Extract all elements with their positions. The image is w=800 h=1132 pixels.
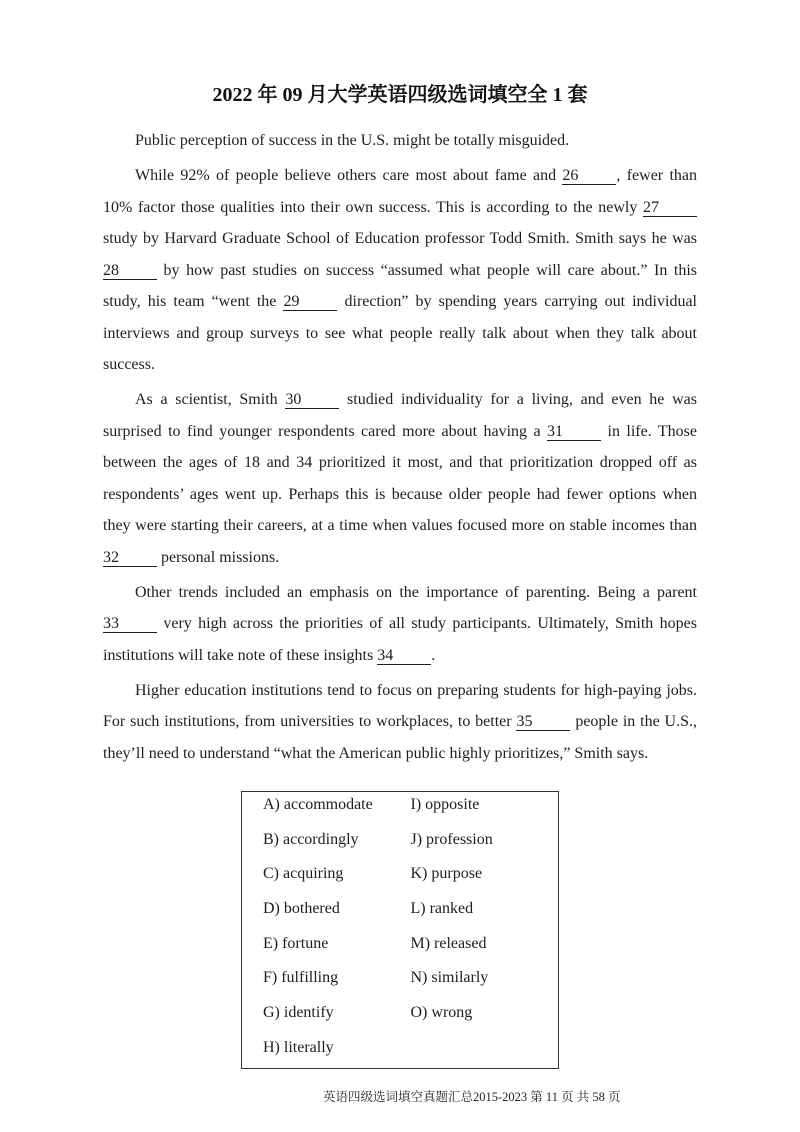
passage-line [103, 675, 697, 707]
text-segment: Higher education institutions tend to focus on preparing students for high-paying jobs. [135, 681, 697, 699]
passage-line [103, 479, 697, 511]
answer-blank: 35 [516, 715, 570, 731]
word-bank-option: L) ranked [410, 900, 474, 918]
paragraph [103, 384, 697, 573]
word-bank [241, 791, 559, 1069]
page-footer: 英语四级选词填空真题汇总2015-2023 第 11 页 共 58 页 [323, 1090, 621, 1104]
answer-blank: 26 [562, 169, 616, 185]
text-segment: respondents’ ages went up. Perhaps this is because older people had fewer options when [103, 485, 697, 503]
passage-line [103, 577, 697, 609]
paragraph [103, 125, 697, 157]
word-bank-row [263, 1000, 558, 1035]
answer-blank: 30 [285, 393, 339, 409]
passage-line [103, 416, 697, 448]
text-segment: 10% factor those qualities into their own success. This is according to the newly [103, 198, 643, 216]
passage-line [103, 706, 697, 738]
text-segment: interviews and group surveys to see what people really talk about when they talk about [103, 324, 697, 342]
passage-line [103, 510, 697, 542]
passage-line [103, 738, 697, 770]
text-segment: . [431, 646, 436, 664]
passage-line [103, 447, 697, 479]
answer-blank: 27 [643, 201, 697, 217]
passage-line [103, 384, 697, 416]
passage-line [103, 349, 697, 381]
word-bank-option: I) opposite [410, 796, 480, 813]
text-segment: Public perception of success in the U.S. might be totally misguided. [135, 132, 570, 149]
word-bank-option: G) identify [263, 1004, 334, 1022]
word-bank-row [263, 1035, 558, 1070]
text-segment: While 92% of people believe others care most about fame and [135, 167, 563, 184]
text-segment: study, his team “went the [103, 293, 284, 310]
word-bank-option: K) purpose [410, 865, 483, 883]
passage-line [103, 125, 697, 157]
passage-line [103, 640, 697, 672]
text-segment: surprised to find younger respondents cared more about having a [103, 422, 548, 440]
word-bank-row [263, 861, 558, 896]
text-segment: success. [103, 356, 155, 373]
text-segment: direction” by spending years carrying out individual [337, 293, 697, 310]
word-bank-row [263, 931, 558, 966]
text-segment: , fewer than [616, 167, 697, 184]
passage-line [103, 255, 697, 287]
paragraph [103, 160, 697, 381]
word-bank-option: O) wrong [410, 1004, 473, 1022]
paragraph [103, 675, 697, 770]
passage-line [103, 542, 697, 574]
word-bank-option: C) acquiring [263, 865, 344, 883]
text-segment: very high across the priorities of all study participants. Ultimately, Smith hopes [157, 615, 697, 632]
answer-blank: 29 [283, 295, 337, 311]
text-segment: they’ll need to understand “what the American public highly prioritizes,” Smith says. [103, 744, 649, 762]
word-bank-option: D) bothered [263, 900, 340, 918]
word-bank-option: H) literally [263, 1038, 334, 1056]
text-segment: institutions will take note of these insights [103, 646, 378, 664]
answer-blank: 34 [377, 649, 431, 665]
word-bank-row [263, 965, 558, 1000]
word-bank-option: F) fulfilling [263, 969, 339, 987]
word-bank-option: A) accommodate [263, 796, 373, 813]
passage-line [103, 160, 697, 192]
answer-blank: 33 [103, 617, 157, 633]
passage-line [103, 192, 697, 224]
text-segment: personal missions. [157, 548, 280, 566]
word-bank-option: E) fortune [263, 934, 329, 952]
passage-line [103, 608, 697, 640]
word-bank-option: B) accordingly [263, 830, 359, 848]
word-bank-option: J) profession [410, 830, 493, 848]
text-segment: in life. Those [601, 422, 698, 440]
paragraph [103, 577, 697, 672]
word-bank-option: M) released [410, 934, 487, 952]
passage-line [103, 286, 697, 318]
text-segment: studied individuality for a living, and even he was [339, 391, 697, 408]
passage [103, 125, 697, 769]
passage-line [103, 223, 697, 255]
passage-line [103, 318, 697, 350]
text-segment: Other trends included an emphasis on the importance of parenting. Being a parent [135, 583, 697, 601]
text-segment: by how past studies on success “assumed what people will care about.” In this [157, 261, 697, 279]
word-bank-row [263, 792, 558, 827]
text-segment: between the ages of 18 and 34 prioritized it most, and that prioritization dropped off as [103, 454, 697, 471]
answer-blank: 31 [547, 425, 601, 441]
word-bank-row [263, 896, 558, 931]
answer-blank: 32 [103, 551, 157, 567]
word-bank-option: N) similarly [410, 969, 489, 987]
word-bank-row [263, 827, 558, 862]
text-segment: people in the U.S., [570, 713, 698, 730]
text-segment: For such institutions, from universities to workplaces, to better [103, 713, 517, 730]
text-segment: study by Harvard Graduate School of Education professor Todd Smith. Smith says he was [103, 230, 697, 247]
text-segment: they were starting their careers, at a time when values focused more on stable incomes than [103, 517, 697, 534]
text-segment: As a scientist, Smith [135, 391, 286, 408]
answer-blank: 28 [103, 264, 157, 280]
page-title: 2022 年 09 月大学英语四级选词填空全 1 套 [212, 84, 588, 106]
